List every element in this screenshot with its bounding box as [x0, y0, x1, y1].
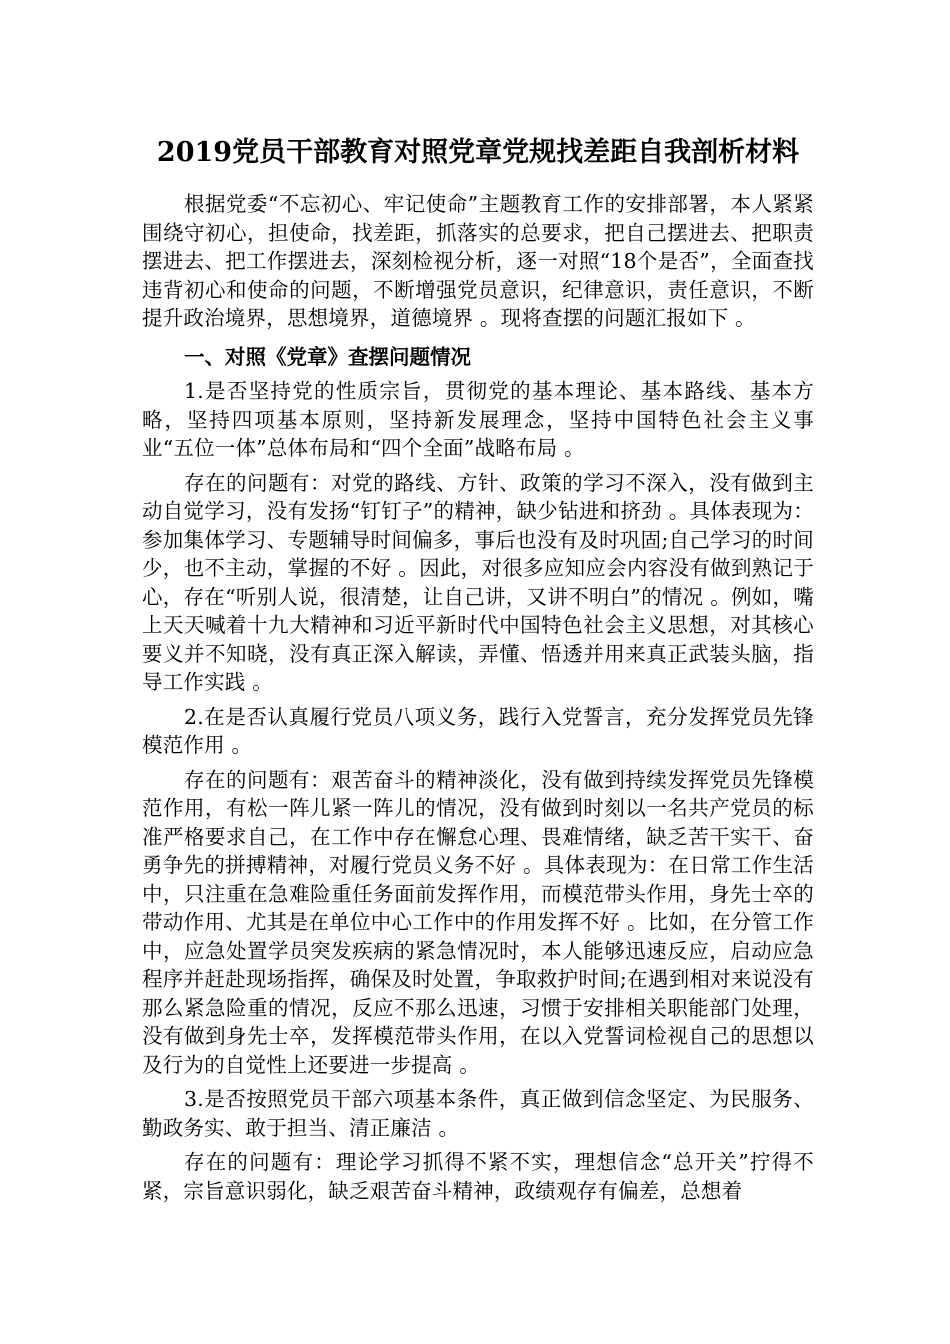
document-page — [142, 128, 814, 1205]
section-heading: 一、对照《党章》查摆问题情况 — [184, 344, 471, 369]
item-2-problems-paragraph: 存在的问题有：艰苦奋斗的精神淡化，没有做到持续发挥党员先锋模范作用，有松一阵儿紧一阵儿的情况，没有做到时刻以一名共产党员的标准严格要求自己，在工作中存在懈怠心理、畏难情绪，缺乏苦干实干、奋勇争先的拼搏精神，对履行党员义务不好 。具体表现为：在日常工作生活中，只注重在急难险重任务面前发挥作用，而模范带头作用，身先士卒的带动作用、尤其是在单位中心工作中的作用发挥不好 。比如，在分管工作中，应急处置学员突发疾病的紧急情况时，本人能够迅速反应，启动应急程序并赶赴现场指挥，确保及时处置，争取救护时间;在遇到相对来说没有那么紧急险重的情况，反应不那么迅速，习惯于安排相关职能部门处理，没有做到身先士卒，发挥模范带头作用，在以入党誓词检视自己的思想以及行为的自觉性上还要进一步提高 。 — [142, 767, 814, 1077]
document-title: 2019党员干部教育对照党章党规找差距自我剖析材料 — [156, 137, 800, 168]
item-3-paragraph: 3.是否按照党员干部六项基本条件，真正做到信念坚定、为民服务、勤政务实、敢于担当、清正廉洁 。 — [142, 1087, 814, 1140]
item-1-paragraph: 1.是否坚持党的性质宗旨，贯彻党的基本理论、基本路线、基本方略，坚持四项基本原则，坚持新发展理念，坚持中国特色社会主义事业“五位一体”总体布局和“四个全面”战略布局 。 — [142, 379, 814, 460]
intro-paragraph: 根据党委“不忘初心、牢记使命”主题教育工作的安排部署，本人紧紧围绕守初心，担使命，找差距，抓落实的总要求，把自己摆进去、把职责摆进去、把工作摆进去，深刻检视分析，逐一对照“18个是否”，全面查找违背初心和使命的问题，不断增强党员意识，纪律意识，责任意识，不断提升政治境界，思想境界，道德境界 。现将查摆的问题汇报如下 。 — [142, 192, 814, 330]
item-1-problems-paragraph: 存在的问题有：对党的路线、方针、政策的学习不深入，没有做到主动自觉学习，没有发扬“钉钉子”的精神，缺少钻进和挤劲 。具体表现为：参加集体学习、专题辅导时间偏多，事后也没有及时巩固;自己学习的时间少，也不主动，掌握的不好 。因此，对很多应知应会内容没有做到熟记于心，存在“听别人说，很清楚，让自己讲，又讲不明白”的情况 。例如，嘴上天天喊着十九大精神和习近平新时代中国特色社会主义思想，对其核心要义并不知晓，没有真正深入解读，弄懂、悟透并用来真正武装头脑，指导工作实践 。 — [142, 470, 814, 694]
item-2-paragraph: 2.在是否认真履行党员八项义务，践行入党誓言，充分发挥党员先锋模范作用 。 — [142, 704, 814, 757]
item-3-problems-paragraph: 存在的问题有：理论学习抓得不紧不实，理想信念“总开关”拧得不紧，宗旨意识弱化，缺乏艰苦奋斗精神，政绩观存有偏差，总想着 — [142, 1150, 814, 1203]
